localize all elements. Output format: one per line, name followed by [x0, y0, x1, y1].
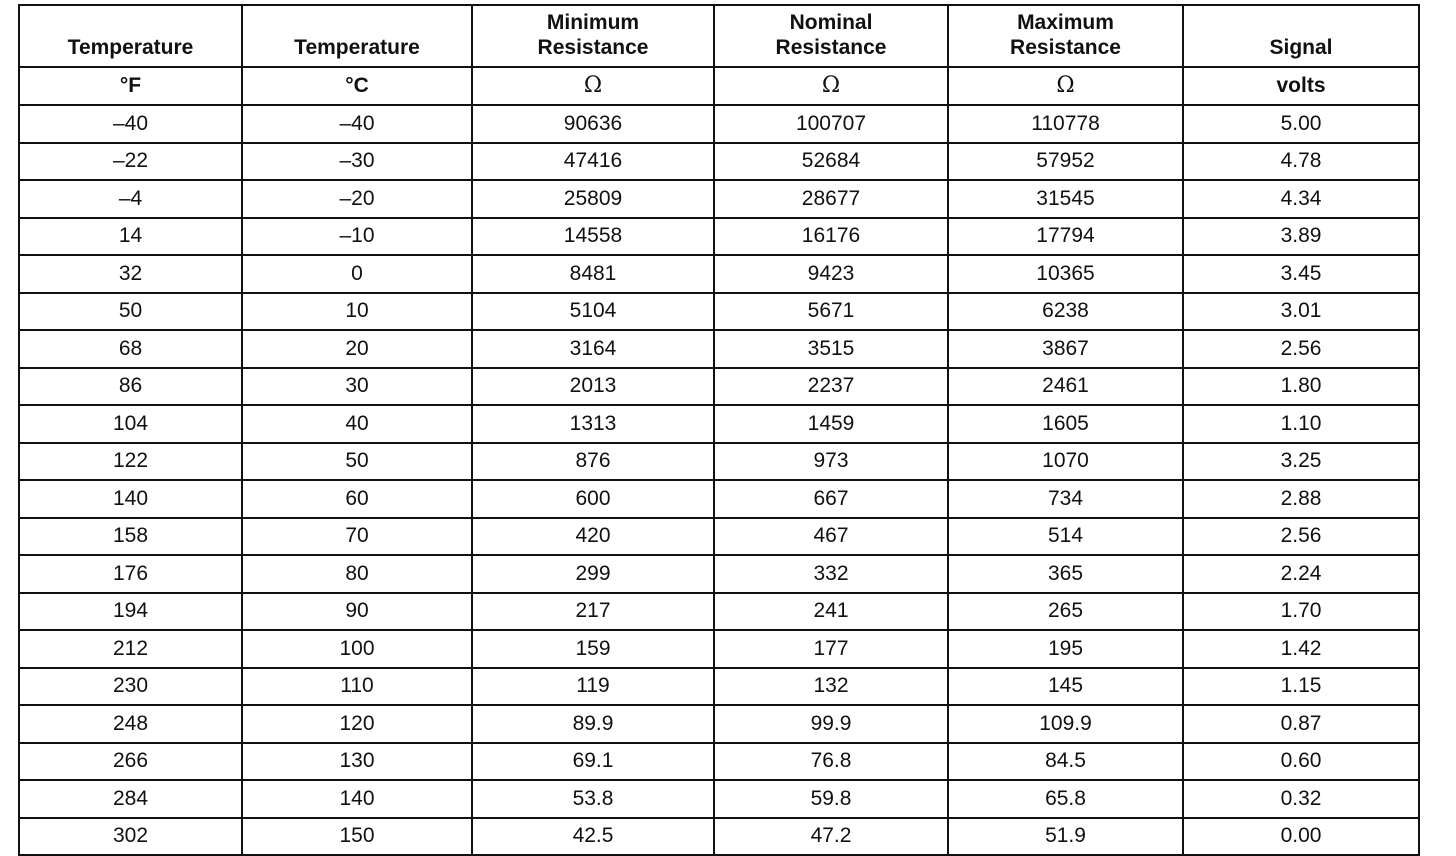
column-header-label: Temperature: [67, 36, 194, 59]
table-cell-temperature-c: –30: [242, 143, 472, 181]
column-header-label: Nominal: [789, 11, 873, 34]
table-cell-temperature-c: 120: [242, 705, 472, 743]
table-cell-maximum-resistance: 3867: [948, 330, 1183, 368]
table-cell-nominal-resistance: 16176: [714, 218, 948, 256]
unit-cell-maximum-resistance: Ω: [948, 67, 1183, 105]
table-cell-temperature-f: 68: [19, 330, 242, 368]
table-cell-nominal-resistance: 2237: [714, 368, 948, 406]
table-row: [19, 218, 1419, 256]
table-cell-nominal-resistance: 9423: [714, 255, 948, 293]
column-header-label: Signal: [1269, 36, 1333, 59]
table-cell-temperature-f: –40: [19, 105, 242, 143]
table-cell-temperature-c: 60: [242, 480, 472, 518]
table-cell-nominal-resistance: 47.2: [714, 818, 948, 856]
table-body: [19, 105, 1419, 855]
table-cell-maximum-resistance: 57952: [948, 143, 1183, 181]
table-row: [19, 593, 1419, 631]
table-cell-maximum-resistance: 31545: [948, 180, 1183, 218]
table-row: [19, 330, 1419, 368]
column-header-label: Resistance: [775, 36, 887, 59]
column-header-temperature-f: [19, 5, 242, 67]
table-cell-temperature-f: –22: [19, 143, 242, 181]
table-row: [19, 705, 1419, 743]
table-cell-signal-volts: 2.88: [1183, 480, 1419, 518]
table-cell-maximum-resistance: 1605: [948, 405, 1183, 443]
table-cell-nominal-resistance: 100707: [714, 105, 948, 143]
table-cell-minimum-resistance: 90636: [472, 105, 714, 143]
table-cell-maximum-resistance: 110778: [948, 105, 1183, 143]
table-cell-temperature-f: 122: [19, 443, 242, 481]
table-cell-temperature-c: –40: [242, 105, 472, 143]
table-cell-minimum-resistance: 3164: [472, 330, 714, 368]
table-cell-minimum-resistance: 217: [472, 593, 714, 631]
table-cell-nominal-resistance: 52684: [714, 143, 948, 181]
table-cell-signal-volts: 0.32: [1183, 780, 1419, 818]
table-cell-signal-volts: 1.15: [1183, 668, 1419, 706]
table-cell-nominal-resistance: 667: [714, 480, 948, 518]
column-header-minimum-resistance: [472, 5, 714, 67]
table-cell-maximum-resistance: 65.8: [948, 780, 1183, 818]
table-cell-signal-volts: 1.42: [1183, 630, 1419, 668]
table-row: [19, 255, 1419, 293]
header-row: [19, 5, 1419, 67]
table-cell-temperature-f: 104: [19, 405, 242, 443]
table-cell-temperature-f: 302: [19, 818, 242, 856]
sensor-resistance-table: [18, 4, 1420, 856]
table-cell-maximum-resistance: 195: [948, 630, 1183, 668]
table-cell-nominal-resistance: 973: [714, 443, 948, 481]
table-cell-nominal-resistance: 132: [714, 668, 948, 706]
table-cell-temperature-f: 176: [19, 555, 242, 593]
table-cell-minimum-resistance: 119: [472, 668, 714, 706]
table-cell-temperature-f: 32: [19, 255, 242, 293]
table-cell-nominal-resistance: 332: [714, 555, 948, 593]
table-cell-signal-volts: 2.56: [1183, 518, 1419, 556]
table-cell-signal-volts: 3.45: [1183, 255, 1419, 293]
table-row: [19, 630, 1419, 668]
table-cell-temperature-c: 130: [242, 743, 472, 781]
table-cell-temperature-c: 150: [242, 818, 472, 856]
table-cell-temperature-f: 248: [19, 705, 242, 743]
table-row: [19, 368, 1419, 406]
table-cell-nominal-resistance: 177: [714, 630, 948, 668]
column-header-signal-volts: [1183, 5, 1419, 67]
table-cell-minimum-resistance: 69.1: [472, 743, 714, 781]
table-cell-minimum-resistance: 876: [472, 443, 714, 481]
table-cell-nominal-resistance: 5671: [714, 293, 948, 331]
table-cell-temperature-f: 284: [19, 780, 242, 818]
table-row: [19, 180, 1419, 218]
table-cell-temperature-c: 20: [242, 330, 472, 368]
column-header-maximum-resistance: [948, 5, 1183, 67]
table-cell-minimum-resistance: 600: [472, 480, 714, 518]
table-cell-maximum-resistance: 514: [948, 518, 1183, 556]
table-cell-temperature-f: 86: [19, 368, 242, 406]
table-cell-maximum-resistance: 265: [948, 593, 1183, 631]
table-cell-temperature-c: –20: [242, 180, 472, 218]
table-cell-nominal-resistance: 28677: [714, 180, 948, 218]
table-cell-minimum-resistance: 1313: [472, 405, 714, 443]
table-cell-minimum-resistance: 25809: [472, 180, 714, 218]
table-cell-temperature-c: 10: [242, 293, 472, 331]
unit-cell-nominal-resistance: Ω: [714, 67, 948, 105]
table-cell-temperature-c: 80: [242, 555, 472, 593]
table-cell-minimum-resistance: 299: [472, 555, 714, 593]
table-row: [19, 668, 1419, 706]
table-cell-signal-volts: 0.87: [1183, 705, 1419, 743]
column-header-nominal-resistance: [714, 5, 948, 67]
table-cell-temperature-f: –4: [19, 180, 242, 218]
table-cell-maximum-resistance: 109.9: [948, 705, 1183, 743]
table-cell-signal-volts: 4.34: [1183, 180, 1419, 218]
table-row: [19, 105, 1419, 143]
table-cell-minimum-resistance: 2013: [472, 368, 714, 406]
table-cell-maximum-resistance: 2461: [948, 368, 1183, 406]
table-cell-temperature-c: 30: [242, 368, 472, 406]
table-cell-nominal-resistance: 76.8: [714, 743, 948, 781]
table-cell-temperature-f: 14: [19, 218, 242, 256]
table-row: [19, 780, 1419, 818]
table-cell-minimum-resistance: 89.9: [472, 705, 714, 743]
table-row: [19, 143, 1419, 181]
column-header-label: Maximum: [1017, 11, 1114, 34]
table-cell-minimum-resistance: 47416: [472, 143, 714, 181]
table-cell-temperature-c: 100: [242, 630, 472, 668]
table-row: [19, 405, 1419, 443]
table-row: [19, 443, 1419, 481]
table-cell-minimum-resistance: 5104: [472, 293, 714, 331]
table-cell-maximum-resistance: 1070: [948, 443, 1183, 481]
unit-cell-temperature-f: °F: [19, 67, 242, 105]
table-cell-temperature-f: 50: [19, 293, 242, 331]
table-cell-signal-volts: 3.01: [1183, 293, 1419, 331]
table-cell-temperature-c: 110: [242, 668, 472, 706]
table-cell-signal-volts: 1.10: [1183, 405, 1419, 443]
table-cell-nominal-resistance: 467: [714, 518, 948, 556]
table-row: [19, 480, 1419, 518]
table-cell-temperature-c: 50: [242, 443, 472, 481]
column-header-label: Resistance: [1010, 36, 1121, 59]
table-cell-temperature-c: 70: [242, 518, 472, 556]
column-header-temperature-c: [242, 5, 472, 67]
table-cell-signal-volts: 3.89: [1183, 218, 1419, 256]
table-cell-signal-volts: 5.00: [1183, 105, 1419, 143]
table-row: [19, 293, 1419, 331]
column-header-label: Minimum: [546, 11, 640, 34]
table-cell-nominal-resistance: 3515: [714, 330, 948, 368]
table-cell-signal-volts: 4.78: [1183, 143, 1419, 181]
table-cell-maximum-resistance: 17794: [948, 218, 1183, 256]
table-cell-maximum-resistance: 6238: [948, 293, 1183, 331]
table-cell-temperature-c: 0: [242, 255, 472, 293]
table-cell-nominal-resistance: 241: [714, 593, 948, 631]
table-row: [19, 555, 1419, 593]
table-cell-nominal-resistance: 1459: [714, 405, 948, 443]
table-cell-signal-volts: 0.00: [1183, 818, 1419, 856]
table-cell-minimum-resistance: 14558: [472, 218, 714, 256]
table-cell-signal-volts: 1.70: [1183, 593, 1419, 631]
table-cell-minimum-resistance: 42.5: [472, 818, 714, 856]
units-row: [19, 67, 1419, 105]
table-cell-temperature-f: 212: [19, 630, 242, 668]
unit-cell-signal-volts: volts: [1183, 67, 1419, 105]
table-cell-maximum-resistance: 145: [948, 668, 1183, 706]
table-cell-temperature-f: 158: [19, 518, 242, 556]
table-cell-temperature-f: 140: [19, 480, 242, 518]
table-cell-signal-volts: 0.60: [1183, 743, 1419, 781]
column-header-label: Resistance: [537, 36, 649, 59]
table-cell-maximum-resistance: 734: [948, 480, 1183, 518]
table-cell-minimum-resistance: 420: [472, 518, 714, 556]
table-cell-minimum-resistance: 53.8: [472, 780, 714, 818]
table-cell-temperature-c: 140: [242, 780, 472, 818]
table-cell-temperature-c: 40: [242, 405, 472, 443]
table-cell-maximum-resistance: 84.5: [948, 743, 1183, 781]
table-cell-minimum-resistance: 159: [472, 630, 714, 668]
table-cell-maximum-resistance: 10365: [948, 255, 1183, 293]
table-cell-temperature-f: 266: [19, 743, 242, 781]
table-cell-maximum-resistance: 51.9: [948, 818, 1183, 856]
table-cell-signal-volts: 2.24: [1183, 555, 1419, 593]
table-cell-signal-volts: 3.25: [1183, 443, 1419, 481]
table-row: [19, 818, 1419, 856]
table-cell-nominal-resistance: 99.9: [714, 705, 948, 743]
document-sheet: [18, 4, 1418, 856]
table-row: [19, 743, 1419, 781]
unit-cell-minimum-resistance: Ω: [472, 67, 714, 105]
unit-cell-temperature-c: °C: [242, 67, 472, 105]
table-cell-signal-volts: 2.56: [1183, 330, 1419, 368]
table-cell-signal-volts: 1.80: [1183, 368, 1419, 406]
table-cell-temperature-c: 90: [242, 593, 472, 631]
table-cell-nominal-resistance: 59.8: [714, 780, 948, 818]
table-cell-maximum-resistance: 365: [948, 555, 1183, 593]
table-cell-temperature-f: 194: [19, 593, 242, 631]
table-cell-temperature-f: 230: [19, 668, 242, 706]
table-header: [19, 5, 1419, 105]
table-row: [19, 518, 1419, 556]
table-cell-minimum-resistance: 8481: [472, 255, 714, 293]
column-header-label: Temperature: [294, 36, 420, 59]
table-cell-temperature-c: –10: [242, 218, 472, 256]
